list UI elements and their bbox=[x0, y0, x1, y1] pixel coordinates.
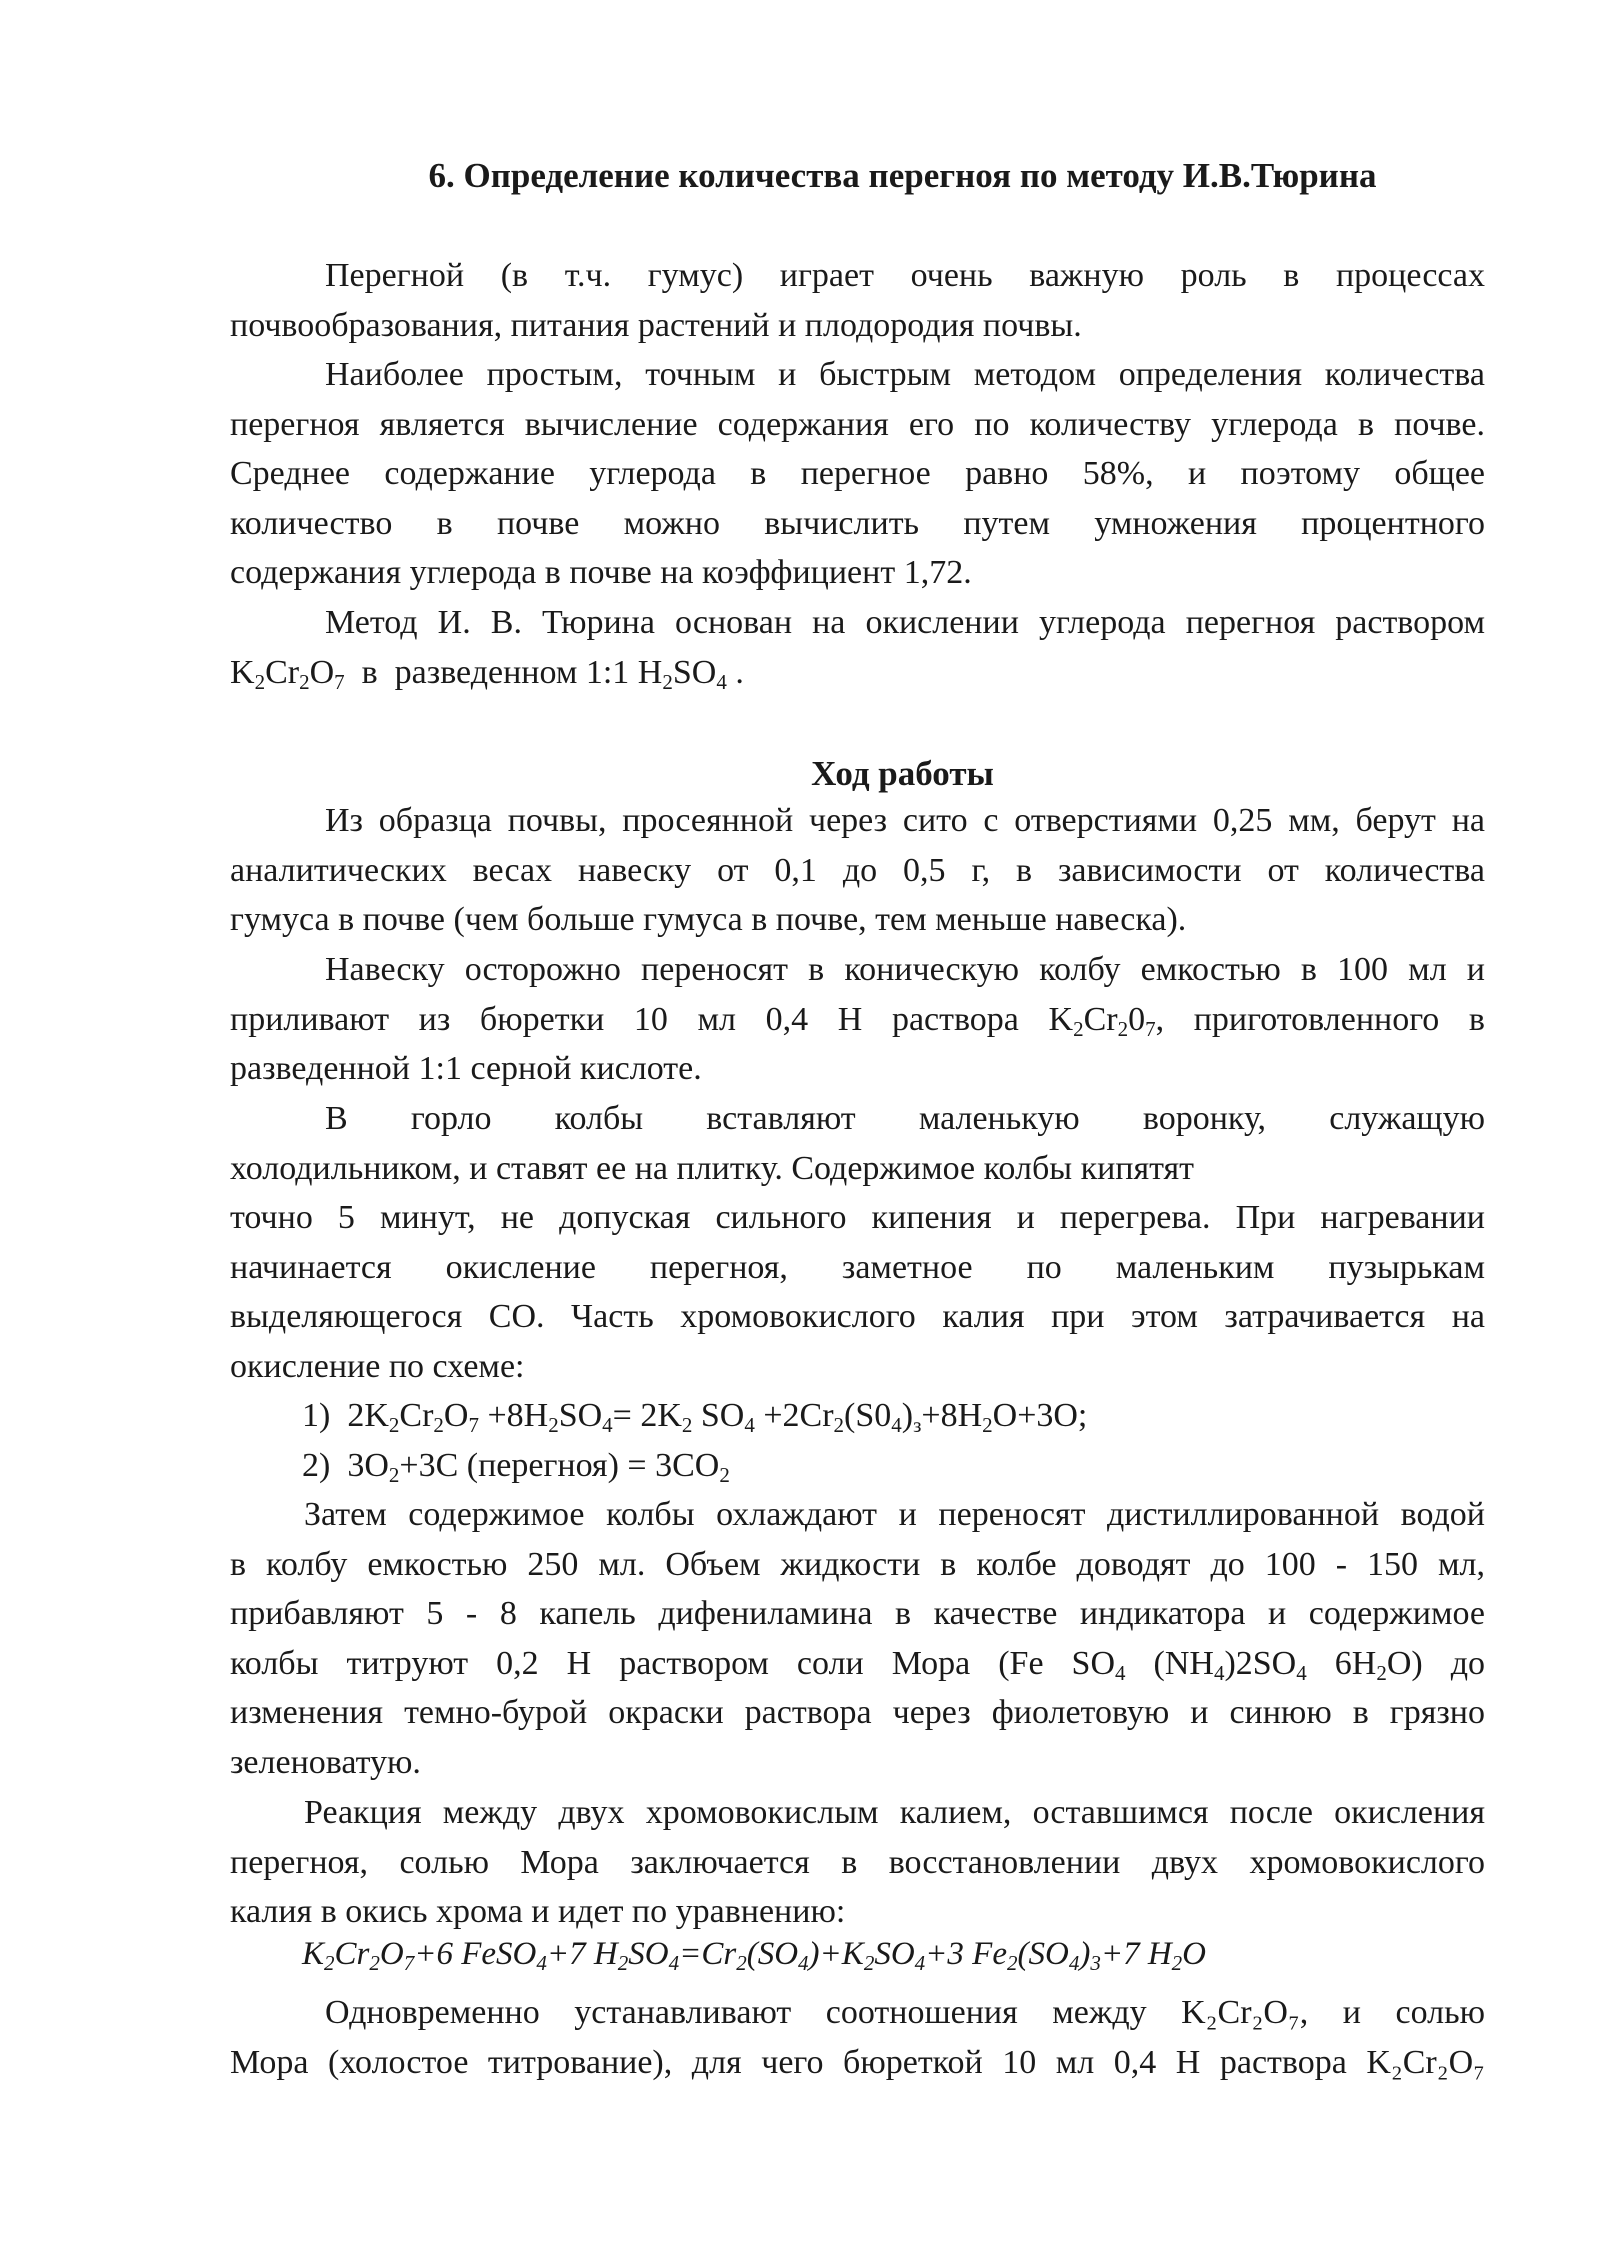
text-line: колбы титруют 0,2 Н раствором соли Мора (Fe $SO_4$ $(NH_4)2SO_4$ $6H_2O$) до bbox=[230, 1644, 1485, 1685]
text-line: приливают из бюретки 10 мл 0,4 Н раствора $K_2Cr_20_7$, приготовленного в bbox=[230, 1000, 1485, 1041]
text-line: Реакция между двух хромовокислым калием, оставшимся после окисления bbox=[304, 1794, 1485, 1831]
work-paragraph-1 bbox=[230, 796, 1485, 945]
chemical-formula-line: $K_2Cr_2O_7$ в разведенном 1:1 $H_2SO_4$ . bbox=[230, 653, 744, 694]
work-paragraph-4 bbox=[230, 1490, 1485, 1787]
text-line: Перегной (в т.ч. гумус) играет очень важную роль в процессах bbox=[325, 257, 1485, 294]
text-line: в колбу емкостью 250 мл. Объем жидкости в колбе доводят до 100 - 150 мл, bbox=[230, 1545, 1485, 1583]
text-line: точно 5 минут, не допуская сильного кипения и перегрева. При нагревании bbox=[230, 1199, 1485, 1236]
text-line: Среднее содержание углерода в перегное равно 58%, и поэтому общее bbox=[230, 455, 1485, 492]
text-line: Из образца почвы, просеянной через сито с отверстиями 0,25 мм, берут на bbox=[325, 802, 1485, 839]
text-line: перегноя является вычисление содержания его по количеству углерода в почве. bbox=[230, 405, 1485, 443]
equation-list bbox=[230, 1391, 1485, 1490]
text-line: прибавляют 5 - 8 капель дифениламина в качестве индикатора и содержимое bbox=[230, 1595, 1485, 1632]
text-line: перегноя, солью Мора заключается в восстановлении двух хромовокислого bbox=[230, 1843, 1485, 1881]
intro-paragraph-2 bbox=[230, 350, 1485, 598]
text-line: Одновременно устанавливают соотношения между K₂Cr₂O₇, и солью bbox=[325, 1994, 1485, 2031]
text-line: калия в окись хрома и идет по уравнению: bbox=[230, 1893, 846, 1930]
text-line: Метод И. В. Тюрина основан на окислении углерода перегноя раствором bbox=[325, 604, 1485, 641]
text-line: изменения темно-бурой окраски раствора через фиолетовую и синюю в грязно bbox=[230, 1694, 1485, 1731]
work-paragraph-3 bbox=[230, 1094, 1485, 1391]
text-line: Наиболее простым, точным и быстрым методом определения количества bbox=[325, 356, 1485, 393]
text-line: выделяющегося СО. Часть хромовокислого калия при этом затрачивается на bbox=[230, 1298, 1485, 1335]
text-line: почвообразования, питания растений и плодородия почвы. bbox=[230, 306, 1082, 344]
intro-paragraph-3 bbox=[230, 598, 1485, 697]
text-line: Затем содержимое колбы охлаждают и переносят дистиллированной водой bbox=[304, 1496, 1485, 1533]
equation-1: 1) $2K_2Cr_2O_7 +8H_2SO_4= 2K_2$ $SO_4 +2Cr_2(S0_4)_з+8H_2O+3O$; bbox=[302, 1397, 1088, 1437]
text-line: окисление по схеме: bbox=[230, 1347, 525, 1385]
equation-2: 2) $3O_2+3C$ (перегноя) = $3CO_2$ bbox=[302, 1446, 730, 1487]
work-paragraph-5 bbox=[230, 1788, 1485, 1937]
text-line: холодильником, и ставят ее на плитку. Содержимое колбы кипятят bbox=[230, 1149, 1195, 1187]
text-line: Навеску осторожно переносят в коническую колбу емкостью в 100 мл и bbox=[325, 951, 1485, 988]
intro-paragraph-1 bbox=[230, 251, 1485, 350]
text-line: гумуса в почве (чем больше гумуса в почве, тем меньше навеска). bbox=[230, 901, 1187, 938]
text-line: Мора (холостое титрование), для чего бюреткой 10 мл 0,4 Н раствора K₂Cr₂O₇ bbox=[230, 2043, 1485, 2081]
text-line: начинается окисление перегноя, заметное по маленьким пузырькам bbox=[230, 1248, 1485, 1286]
text-line: зеленоватую. bbox=[230, 1743, 421, 1781]
text-line: разведенной 1:1 серной кислоте. bbox=[230, 1050, 702, 1087]
work-paragraph-2 bbox=[230, 945, 1485, 1094]
text-line: содержания углерода в почве на коэффициент 1,72. bbox=[230, 554, 972, 591]
section-heading: Ход работы bbox=[811, 754, 994, 793]
text-line: В горло колбы вставляют маленькую воронку, служащую bbox=[325, 1100, 1485, 1137]
reaction-formula: $K_2Cr_2O_7+6$ FeSO$_4$+7 $H_2SO_4=Cr_2(SO_4)+K_2SO_4+3$ $Fe_2(SO_4)_3+7$ $H_2O$ bbox=[302, 1936, 1207, 1975]
text-line: аналитических весах навеску от 0,1 до 0,5 г, в зависимости от количества bbox=[230, 851, 1485, 889]
page-title: 6. Определение количества перегноя по методу И.В.Тюрина bbox=[428, 156, 1377, 195]
text-line: количество в почве можно вычислить путем умножения процентного bbox=[230, 504, 1485, 542]
work-paragraph-6 bbox=[230, 1988, 1485, 2087]
